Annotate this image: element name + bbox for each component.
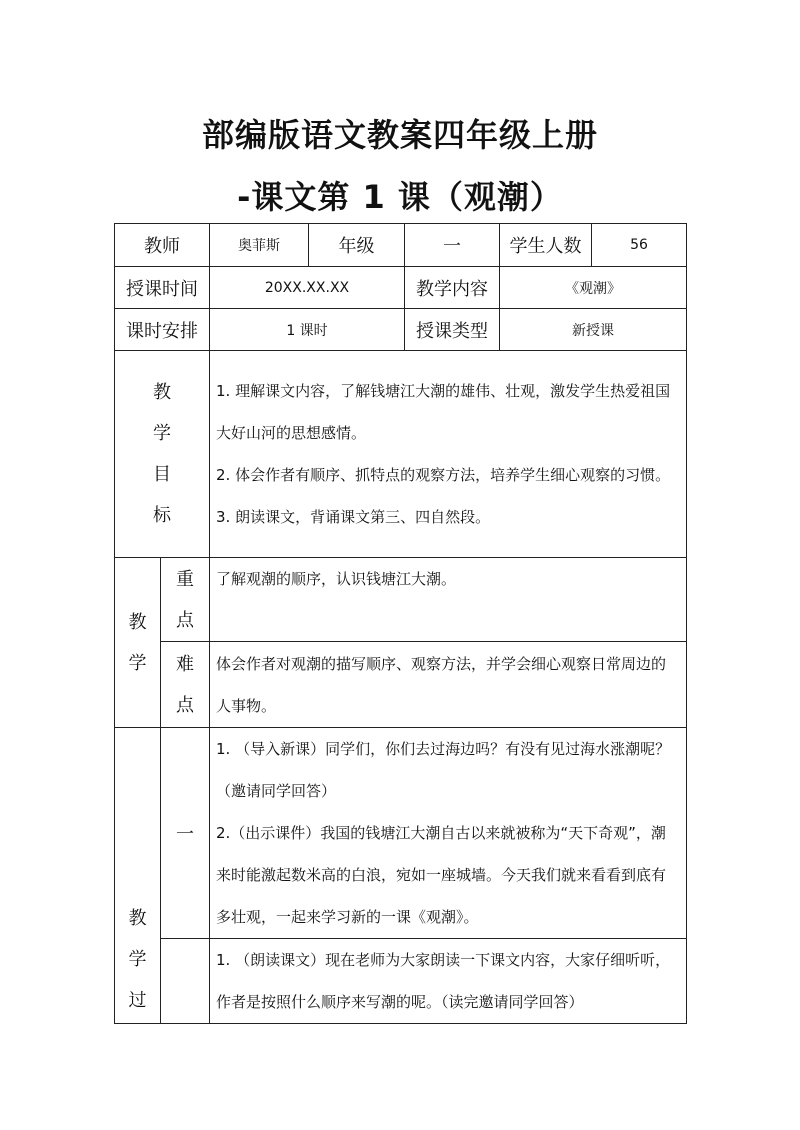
key-point-char: 点 [176, 609, 194, 631]
process-section2-label [161, 939, 210, 1024]
process-section2-content [210, 939, 687, 1024]
info-row-3 [115, 309, 687, 351]
process-item: 1. （朗读课文）现在老师为大家朗读一下课文内容，大家仔细听听，作者是按照什么顺序来写潮的呢。（读完邀请同学回答） [216, 951, 671, 1011]
process-outer-char: 教 [128, 908, 147, 929]
info-row-2 [115, 267, 687, 309]
goal-item: 1. 理解课文内容，了解钱塘江大潮的雄伟、壮观，激发学生热爱祖国大好山河的思想感情。 [216, 382, 671, 442]
teacher-value: 奥菲斯 [210, 224, 309, 267]
key-point-row [115, 558, 687, 642]
students-value: 56 [592, 224, 687, 267]
grade-label: 年级 [309, 224, 405, 267]
process-outer-char: 过 [128, 990, 147, 1011]
hours-label: 课时安排 [115, 309, 210, 351]
difficulty-label [161, 642, 210, 728]
focus-outer-char: 教 [128, 611, 147, 633]
doc-title-line1: 部编版语文教案四年级上册 [201, 116, 598, 154]
content-label: 教学内容 [405, 267, 500, 309]
goals-label-char: 标 [153, 505, 171, 526]
time-label: 授课时间 [115, 267, 210, 309]
process-section2-row [115, 939, 687, 1024]
content-value: 《观潮》 [500, 267, 687, 309]
process-item: 1. （导入新课）同学们，你们去过海边吗？有没有见过海水涨潮呢？（邀请同学回答） [216, 740, 671, 800]
time-value: 20XX.XX.XX [210, 267, 405, 309]
difficulty-char: 难 [176, 653, 194, 675]
difficulty-row [115, 642, 687, 728]
difficulty-char: 点 [176, 694, 194, 716]
lesson-plan-table [114, 223, 687, 1024]
focus-outer-label [115, 558, 161, 728]
focus-outer-char: 学 [128, 652, 147, 674]
teacher-label: 教师 [115, 224, 210, 267]
goals-label [115, 351, 210, 558]
process-outer-char: 学 [128, 949, 147, 970]
type-label: 授课类型 [405, 309, 500, 351]
goals-content [210, 351, 687, 558]
grade-value: 一 [405, 224, 500, 267]
type-value: 新授课 [500, 309, 687, 351]
goals-label-char: 目 [153, 464, 171, 485]
students-label: 学生人数 [500, 224, 592, 267]
key-point-char: 重 [176, 568, 194, 590]
doc-title-line2: -课文第 1 课（观潮） [237, 178, 563, 216]
goal-item: 2. 体会作者有顺序、抓特点的观察方法，培养学生细心观察的习惯。 [216, 466, 671, 484]
info-row-1 [115, 224, 687, 267]
process-item: 2.（出示课件）我国的钱塘江大潮自古以来就被称为“天下奇观”，潮来时能激起数米高的白浪，宛如一座城墙。今天我们就来看看到底有多壮观，一起来学习新的一课《观潮》。 [216, 824, 667, 926]
process-section1-label: 一 [161, 728, 210, 939]
goal-item: 3. 朗读课文，背诵课文第三、四自然段。 [216, 508, 491, 526]
key-point-content: 了解观潮的顺序，认识钱塘江大潮。 [210, 558, 687, 642]
goals-label-char: 学 [153, 423, 171, 444]
goals-label-char: 教 [153, 382, 171, 403]
hours-value: 1 课时 [210, 309, 405, 351]
process-section1-content [210, 728, 687, 939]
key-point-label [161, 558, 210, 642]
process-section1-row [115, 728, 687, 939]
goals-row [115, 351, 687, 558]
difficulty-content: 体会作者对观潮的描写顺序、观察方法，并学会细心观察日常周边的人事物。 [210, 642, 687, 728]
process-outer-label [115, 728, 161, 1024]
